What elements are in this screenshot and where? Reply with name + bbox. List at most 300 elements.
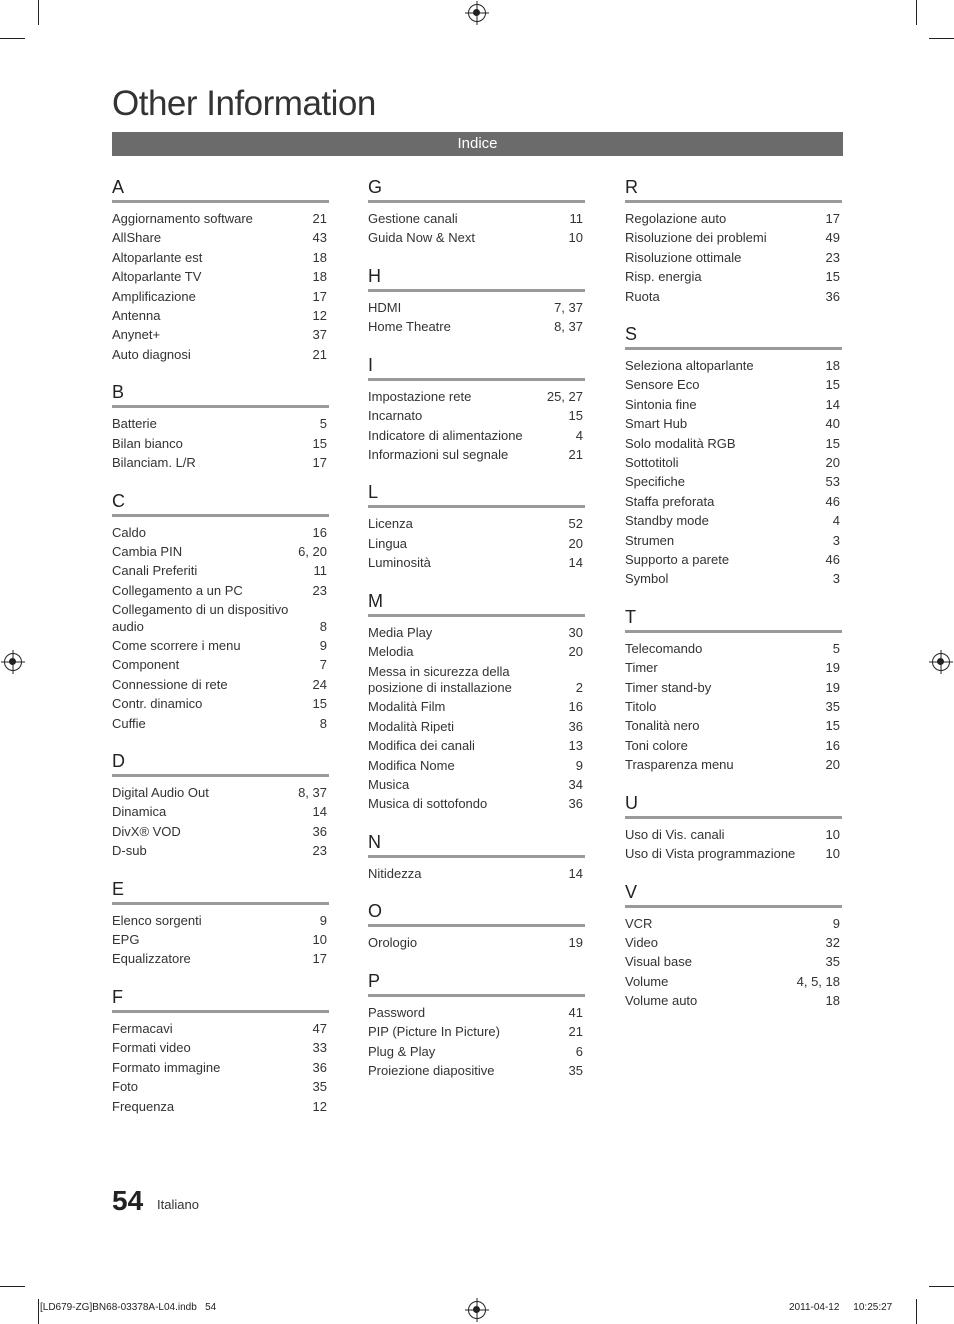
section-divider xyxy=(112,774,329,777)
index-entry xyxy=(368,516,585,533)
entry-name: Batterie xyxy=(112,416,157,432)
index-entry xyxy=(368,300,585,317)
entry-page: 4, 5, 18 xyxy=(796,973,840,989)
entry-name: VCR xyxy=(625,915,653,931)
index-section xyxy=(368,590,585,813)
entry-name: Auto diagnosi xyxy=(112,346,191,362)
index-section xyxy=(368,900,585,952)
entry-name: Risoluzione ottimale xyxy=(625,249,742,265)
crop-mark xyxy=(38,0,39,25)
index-section xyxy=(368,176,585,247)
entry-page: 46 xyxy=(825,493,840,509)
index-entry xyxy=(368,866,585,883)
entry-page: 36 xyxy=(312,823,327,839)
index-entry xyxy=(625,397,842,414)
entry-name: Uso di Vista programmazione xyxy=(625,846,796,862)
entry-name: Modifica Nome xyxy=(368,757,455,773)
index-section xyxy=(112,750,329,860)
section-letter: H xyxy=(368,265,381,286)
entry-page: 35 xyxy=(312,1079,327,1095)
entry-name: Foto xyxy=(112,1079,139,1095)
entry-name: Toni colore xyxy=(625,737,688,753)
section-divider xyxy=(368,924,585,927)
entry-page: 16 xyxy=(568,699,583,715)
index-section xyxy=(112,176,329,363)
entry-name: Sottotitoli xyxy=(625,455,679,471)
entry-name: HDMI xyxy=(368,299,402,315)
section-letter: O xyxy=(368,901,383,922)
index-entry xyxy=(112,1040,329,1057)
index-entry xyxy=(625,935,842,952)
entry-name: Frequenza xyxy=(112,1098,175,1114)
entry-name: Plug & Play xyxy=(368,1043,436,1059)
crop-mark xyxy=(929,38,954,39)
entry-page: 19 xyxy=(568,935,583,951)
entry-name: Risoluzione dei problemi xyxy=(625,230,767,246)
index-entry xyxy=(368,1024,585,1041)
entry-page: 21 xyxy=(312,346,327,362)
entry-page: 14 xyxy=(568,555,583,571)
entry-name: Fermacavi xyxy=(112,1020,173,1036)
entry-name: Altoparlante est xyxy=(112,249,203,265)
section-letter: E xyxy=(112,878,125,899)
index-entry xyxy=(625,552,842,569)
entry-name: Uso di Vis. canali xyxy=(625,826,725,842)
entry-name: Bilan bianco xyxy=(112,435,183,451)
entry-name: Sintonia fine xyxy=(625,396,697,412)
crop-mark xyxy=(916,0,917,25)
entry-name: Come scorrere i menu xyxy=(112,637,241,653)
index-entry xyxy=(112,1060,329,1077)
index-entry xyxy=(112,913,329,930)
entry-page: 4 xyxy=(832,513,840,529)
entry-page: 10 xyxy=(825,826,840,842)
entry-page: 49 xyxy=(825,230,840,246)
entry-name: Luminosità xyxy=(368,555,431,571)
entry-name: Bilanciam. L/R xyxy=(112,455,196,471)
section-letter: U xyxy=(625,792,638,813)
entry-name: Guida Now & Next xyxy=(368,230,475,246)
entry-page: 8 xyxy=(319,618,327,634)
entry-name: Modalità Ripeti xyxy=(368,718,454,734)
entry-name: Timer xyxy=(625,660,658,676)
entry-name: Amplificazione xyxy=(112,288,196,304)
entry-page: 20 xyxy=(825,757,840,773)
entry-page: 53 xyxy=(825,474,840,490)
section-divider xyxy=(625,200,842,203)
entry-page: 7 xyxy=(319,657,327,673)
index-entry xyxy=(112,230,329,247)
entry-name: Volume xyxy=(625,973,669,989)
index-entry xyxy=(112,1021,329,1038)
entry-page: 12 xyxy=(312,1098,327,1114)
section-letter: N xyxy=(368,831,381,852)
index-entry xyxy=(368,664,585,697)
entry-page: 52 xyxy=(568,516,583,532)
entry-page: 23 xyxy=(825,249,840,265)
index-entry xyxy=(368,555,585,572)
entry-name: Supporto a parete xyxy=(625,551,730,567)
entry-page: 18 xyxy=(312,269,327,285)
entry-page: 47 xyxy=(312,1020,327,1036)
index-entry xyxy=(112,308,329,325)
index-entry xyxy=(368,389,585,406)
entry-page: 3 xyxy=(832,571,840,587)
index-entry xyxy=(368,211,585,228)
entry-name: Symbol xyxy=(625,571,669,587)
index-entry xyxy=(625,211,842,228)
index-entry xyxy=(625,533,842,550)
crop-mark xyxy=(0,1286,25,1287)
section-letter: S xyxy=(625,324,638,345)
index-entry xyxy=(625,571,842,588)
entry-page: 9 xyxy=(575,757,583,773)
entry-name: Modalità Film xyxy=(368,699,446,715)
section-divider xyxy=(368,855,585,858)
index-entry xyxy=(625,250,842,267)
index-entry xyxy=(625,660,842,677)
index-entry xyxy=(112,327,329,344)
section-divider xyxy=(112,514,329,517)
index-entry xyxy=(625,494,842,511)
entry-page: 41 xyxy=(568,1004,583,1020)
section-letter: A xyxy=(112,177,125,197)
registration-mark-icon xyxy=(468,1301,486,1319)
entry-name: Licenza xyxy=(368,516,413,532)
entry-page: 23 xyxy=(312,582,327,598)
entry-name: PIP (Picture In Picture) xyxy=(368,1024,500,1040)
index-entry xyxy=(625,230,842,247)
index-section xyxy=(625,792,842,863)
index-entry xyxy=(625,974,842,991)
index-entry xyxy=(368,230,585,247)
index-entry xyxy=(625,436,842,453)
index-entry xyxy=(625,954,842,971)
entry-name: Musica xyxy=(368,776,410,792)
entry-name: Gestione canali xyxy=(368,211,458,226)
entry-page: 8, 37 xyxy=(554,319,583,335)
entry-page: 10 xyxy=(825,846,840,862)
entry-name: Indicatore di alimentazione xyxy=(368,427,523,443)
entry-name: Home Theatre xyxy=(368,319,451,335)
entry-name: Telecomando xyxy=(625,640,703,656)
index-entry xyxy=(112,436,329,453)
index-entry xyxy=(112,1099,329,1116)
index-entry xyxy=(112,638,329,655)
entry-name: EPG xyxy=(112,932,140,948)
entry-page: 25, 27 xyxy=(546,388,583,404)
entry-name: Smart Hub xyxy=(625,416,688,432)
entry-name: D-sub xyxy=(112,843,147,859)
index-entry xyxy=(625,680,842,697)
index-section xyxy=(112,490,329,733)
entry-page: 7, 37 xyxy=(554,299,583,315)
entry-page: 10 xyxy=(312,932,327,948)
section-divider xyxy=(625,816,842,819)
page-language: Italiano xyxy=(157,1197,199,1212)
entry-page: 5 xyxy=(319,416,327,432)
index-entry xyxy=(625,416,842,433)
entry-page: 30 xyxy=(568,624,583,640)
registration-mark-icon xyxy=(932,653,950,671)
section-letter: C xyxy=(112,490,125,511)
index-entry xyxy=(625,916,842,933)
entry-name: Contr. dinamico xyxy=(112,696,203,712)
entry-page: 15 xyxy=(825,435,840,451)
section-divider xyxy=(625,347,842,350)
entry-page: 13 xyxy=(568,738,583,754)
index-entry xyxy=(625,289,842,306)
entry-page: 36 xyxy=(568,796,583,812)
section-letter: D xyxy=(112,751,125,772)
entry-page: 6 xyxy=(575,1043,583,1059)
entry-name: Aggiornamento software xyxy=(112,211,253,226)
entry-name: Musica di sottofondo xyxy=(368,796,488,812)
index-entry xyxy=(368,319,585,336)
entry-page: 15 xyxy=(825,377,840,393)
index-entry xyxy=(112,269,329,286)
index-section xyxy=(368,970,585,1080)
entry-name: Collegamento di un dispositivo audio xyxy=(112,602,289,634)
crop-mark xyxy=(0,38,25,39)
index-entry xyxy=(112,455,329,472)
section-divider xyxy=(112,200,329,203)
entry-page: 35 xyxy=(825,699,840,715)
entry-page: 18 xyxy=(825,993,840,1009)
entry-page: 14 xyxy=(825,396,840,412)
entry-name: DivX® VOD xyxy=(112,823,181,839)
index-entry xyxy=(112,677,329,694)
page-number: 54 xyxy=(112,1185,144,1216)
index-entry xyxy=(112,696,329,713)
entry-page: 10 xyxy=(568,230,583,246)
index-entry xyxy=(625,474,842,491)
section-divider xyxy=(368,200,585,203)
section-divider xyxy=(368,505,585,508)
index-entry xyxy=(368,777,585,794)
index-entry xyxy=(112,932,329,949)
index-banner: Indice xyxy=(112,132,843,156)
index-entry xyxy=(625,455,842,472)
crop-mark xyxy=(929,1286,954,1287)
entry-name: Seleziona altoparlante xyxy=(625,358,754,374)
index-section xyxy=(625,606,842,774)
entry-page: 36 xyxy=(825,288,840,304)
crop-mark xyxy=(916,1299,917,1324)
entry-page: 14 xyxy=(568,865,583,881)
entry-page: 21 xyxy=(568,446,583,462)
index-entry xyxy=(368,1063,585,1080)
entry-name: Incarnato xyxy=(368,408,423,424)
entry-name: Titolo xyxy=(625,699,657,715)
entry-name: Cambia PIN xyxy=(112,543,183,559)
entry-name: Elenco sorgenti xyxy=(112,912,202,928)
section-divider xyxy=(625,630,842,633)
entry-name: Sensore Eco xyxy=(625,377,700,393)
index-section xyxy=(112,878,329,968)
index-entry xyxy=(368,758,585,775)
entry-page: 20 xyxy=(568,644,583,660)
section-divider xyxy=(112,405,329,408)
entry-page: 40 xyxy=(825,416,840,432)
entry-page: 9 xyxy=(319,912,327,928)
entry-name: AllShare xyxy=(112,230,162,246)
entry-page: 15 xyxy=(312,696,327,712)
entry-name: Collegamento a un PC xyxy=(112,582,243,598)
entry-page: 16 xyxy=(312,524,327,540)
crop-mark xyxy=(38,1299,39,1324)
index-column-2 xyxy=(368,176,585,1098)
index-entry xyxy=(625,641,842,658)
section-letter: L xyxy=(368,482,379,503)
entry-name: Messa in sicurezza della posizione di installazione xyxy=(368,663,512,696)
entry-page: 19 xyxy=(825,660,840,676)
entry-page: 34 xyxy=(568,776,583,792)
entry-page: 15 xyxy=(568,408,583,424)
section-letter: M xyxy=(368,590,383,611)
section-divider xyxy=(625,905,842,908)
index-section xyxy=(112,986,329,1115)
index-entry xyxy=(368,1044,585,1061)
entry-page: 32 xyxy=(825,934,840,950)
index-entry xyxy=(112,289,329,306)
index-entry xyxy=(625,699,842,716)
entry-name: Regolazione auto xyxy=(625,211,727,226)
section-letter: T xyxy=(625,606,636,627)
index-entry xyxy=(625,757,842,774)
index-entry xyxy=(112,824,329,841)
entry-page: 6, 20 xyxy=(298,543,327,559)
entry-name: Orologio xyxy=(368,935,418,951)
entry-page: 23 xyxy=(312,843,327,859)
entry-page: 17 xyxy=(312,455,327,471)
entry-page: 37 xyxy=(312,327,327,343)
entry-name: Ruota xyxy=(625,288,660,304)
entry-page: 33 xyxy=(312,1040,327,1056)
entry-name: Media Play xyxy=(368,624,433,640)
entry-name: Risp. energia xyxy=(625,269,702,285)
index-entry xyxy=(368,1005,585,1022)
index-entry xyxy=(112,657,329,674)
index-entry xyxy=(368,428,585,445)
entry-name: Formati video xyxy=(112,1040,191,1056)
section-letter: V xyxy=(625,881,638,902)
entry-page: 8, 37 xyxy=(298,785,327,801)
entry-name: Informazioni sul segnale xyxy=(368,446,509,462)
index-entry xyxy=(368,719,585,736)
entry-page: 4 xyxy=(575,427,583,443)
entry-page: 8 xyxy=(319,715,327,731)
entry-page: 19 xyxy=(825,679,840,695)
entry-page: 43 xyxy=(312,230,327,246)
entry-name: Strumen xyxy=(625,532,675,548)
entry-name: Specifiche xyxy=(625,474,685,490)
entry-page: 2 xyxy=(575,680,583,696)
section-letter: I xyxy=(368,354,374,375)
index-entry xyxy=(112,1079,329,1096)
index-entry xyxy=(368,644,585,661)
index-entry xyxy=(112,716,329,733)
entry-name: Lingua xyxy=(368,535,408,551)
index-entry xyxy=(112,804,329,821)
entry-page: 36 xyxy=(568,718,583,734)
entry-name: Password xyxy=(368,1004,426,1020)
section-divider xyxy=(368,378,585,381)
index-column-1 xyxy=(112,176,329,1133)
entry-page: 35 xyxy=(568,1063,583,1079)
entry-page: 24 xyxy=(312,676,327,692)
entry-page: 9 xyxy=(832,915,840,931)
entry-name: Connessione di rete xyxy=(112,676,228,692)
entry-page: 35 xyxy=(825,954,840,970)
index-entry xyxy=(625,358,842,375)
entry-page: 15 xyxy=(312,435,327,451)
entry-name: Formato immagine xyxy=(112,1059,221,1075)
index-entry xyxy=(625,738,842,755)
entry-name: Antenna xyxy=(112,307,161,323)
index-entry xyxy=(112,525,329,542)
index-entry xyxy=(112,544,329,561)
index-entry xyxy=(368,935,585,952)
entry-name: Tonalità nero xyxy=(625,718,700,734)
entry-name: Altoparlante TV xyxy=(112,269,202,285)
entry-page: 12 xyxy=(312,307,327,323)
entry-name: Solo modalità RGB xyxy=(625,435,736,451)
entry-page: 17 xyxy=(312,288,327,304)
entry-name: Trasparenza menu xyxy=(625,757,734,773)
section-letter: B xyxy=(112,382,125,403)
index-entry xyxy=(625,269,842,286)
entry-page: 11 xyxy=(313,563,327,579)
index-section xyxy=(112,381,329,471)
index-entry xyxy=(368,796,585,813)
index-entry xyxy=(112,583,329,600)
entry-page: 15 xyxy=(825,718,840,734)
index-section xyxy=(625,323,842,588)
index-entry xyxy=(625,513,842,530)
entry-page: 9 xyxy=(319,637,327,653)
entry-page: 17 xyxy=(312,951,327,967)
entry-name: Cuffie xyxy=(112,715,146,731)
footer-timestamp: 2011-04-12 10:25:27 xyxy=(789,1302,893,1313)
entry-name: Modifica dei canali xyxy=(368,738,475,754)
entry-name: Staffa preforata xyxy=(625,493,715,509)
entry-name: Impostazione rete xyxy=(368,388,472,404)
index-section xyxy=(368,354,585,464)
section-letter: R xyxy=(625,177,638,197)
registration-mark-icon xyxy=(4,653,22,671)
entry-name: Visual base xyxy=(625,954,692,970)
index-entry xyxy=(112,602,329,635)
section-divider xyxy=(368,289,585,292)
index-column-3 xyxy=(625,176,842,1028)
entry-name: Dinamica xyxy=(112,804,167,820)
section-divider xyxy=(112,1010,329,1013)
entry-name: Melodia xyxy=(368,644,414,660)
index-entry xyxy=(368,699,585,716)
footer-file-info: [LD679-ZG]BN68-03378A-L04.indb 54 xyxy=(40,1302,217,1313)
entry-name: Proiezione diapositive xyxy=(368,1063,495,1079)
index-entry xyxy=(112,211,329,228)
index-section xyxy=(625,881,842,1010)
index-entry xyxy=(368,625,585,642)
index-entry xyxy=(625,993,842,1010)
entry-page: 14 xyxy=(312,804,327,820)
index-section xyxy=(368,481,585,571)
entry-page: 5 xyxy=(832,640,840,656)
entry-name: Volume auto xyxy=(625,993,698,1009)
index-entry xyxy=(112,951,329,968)
